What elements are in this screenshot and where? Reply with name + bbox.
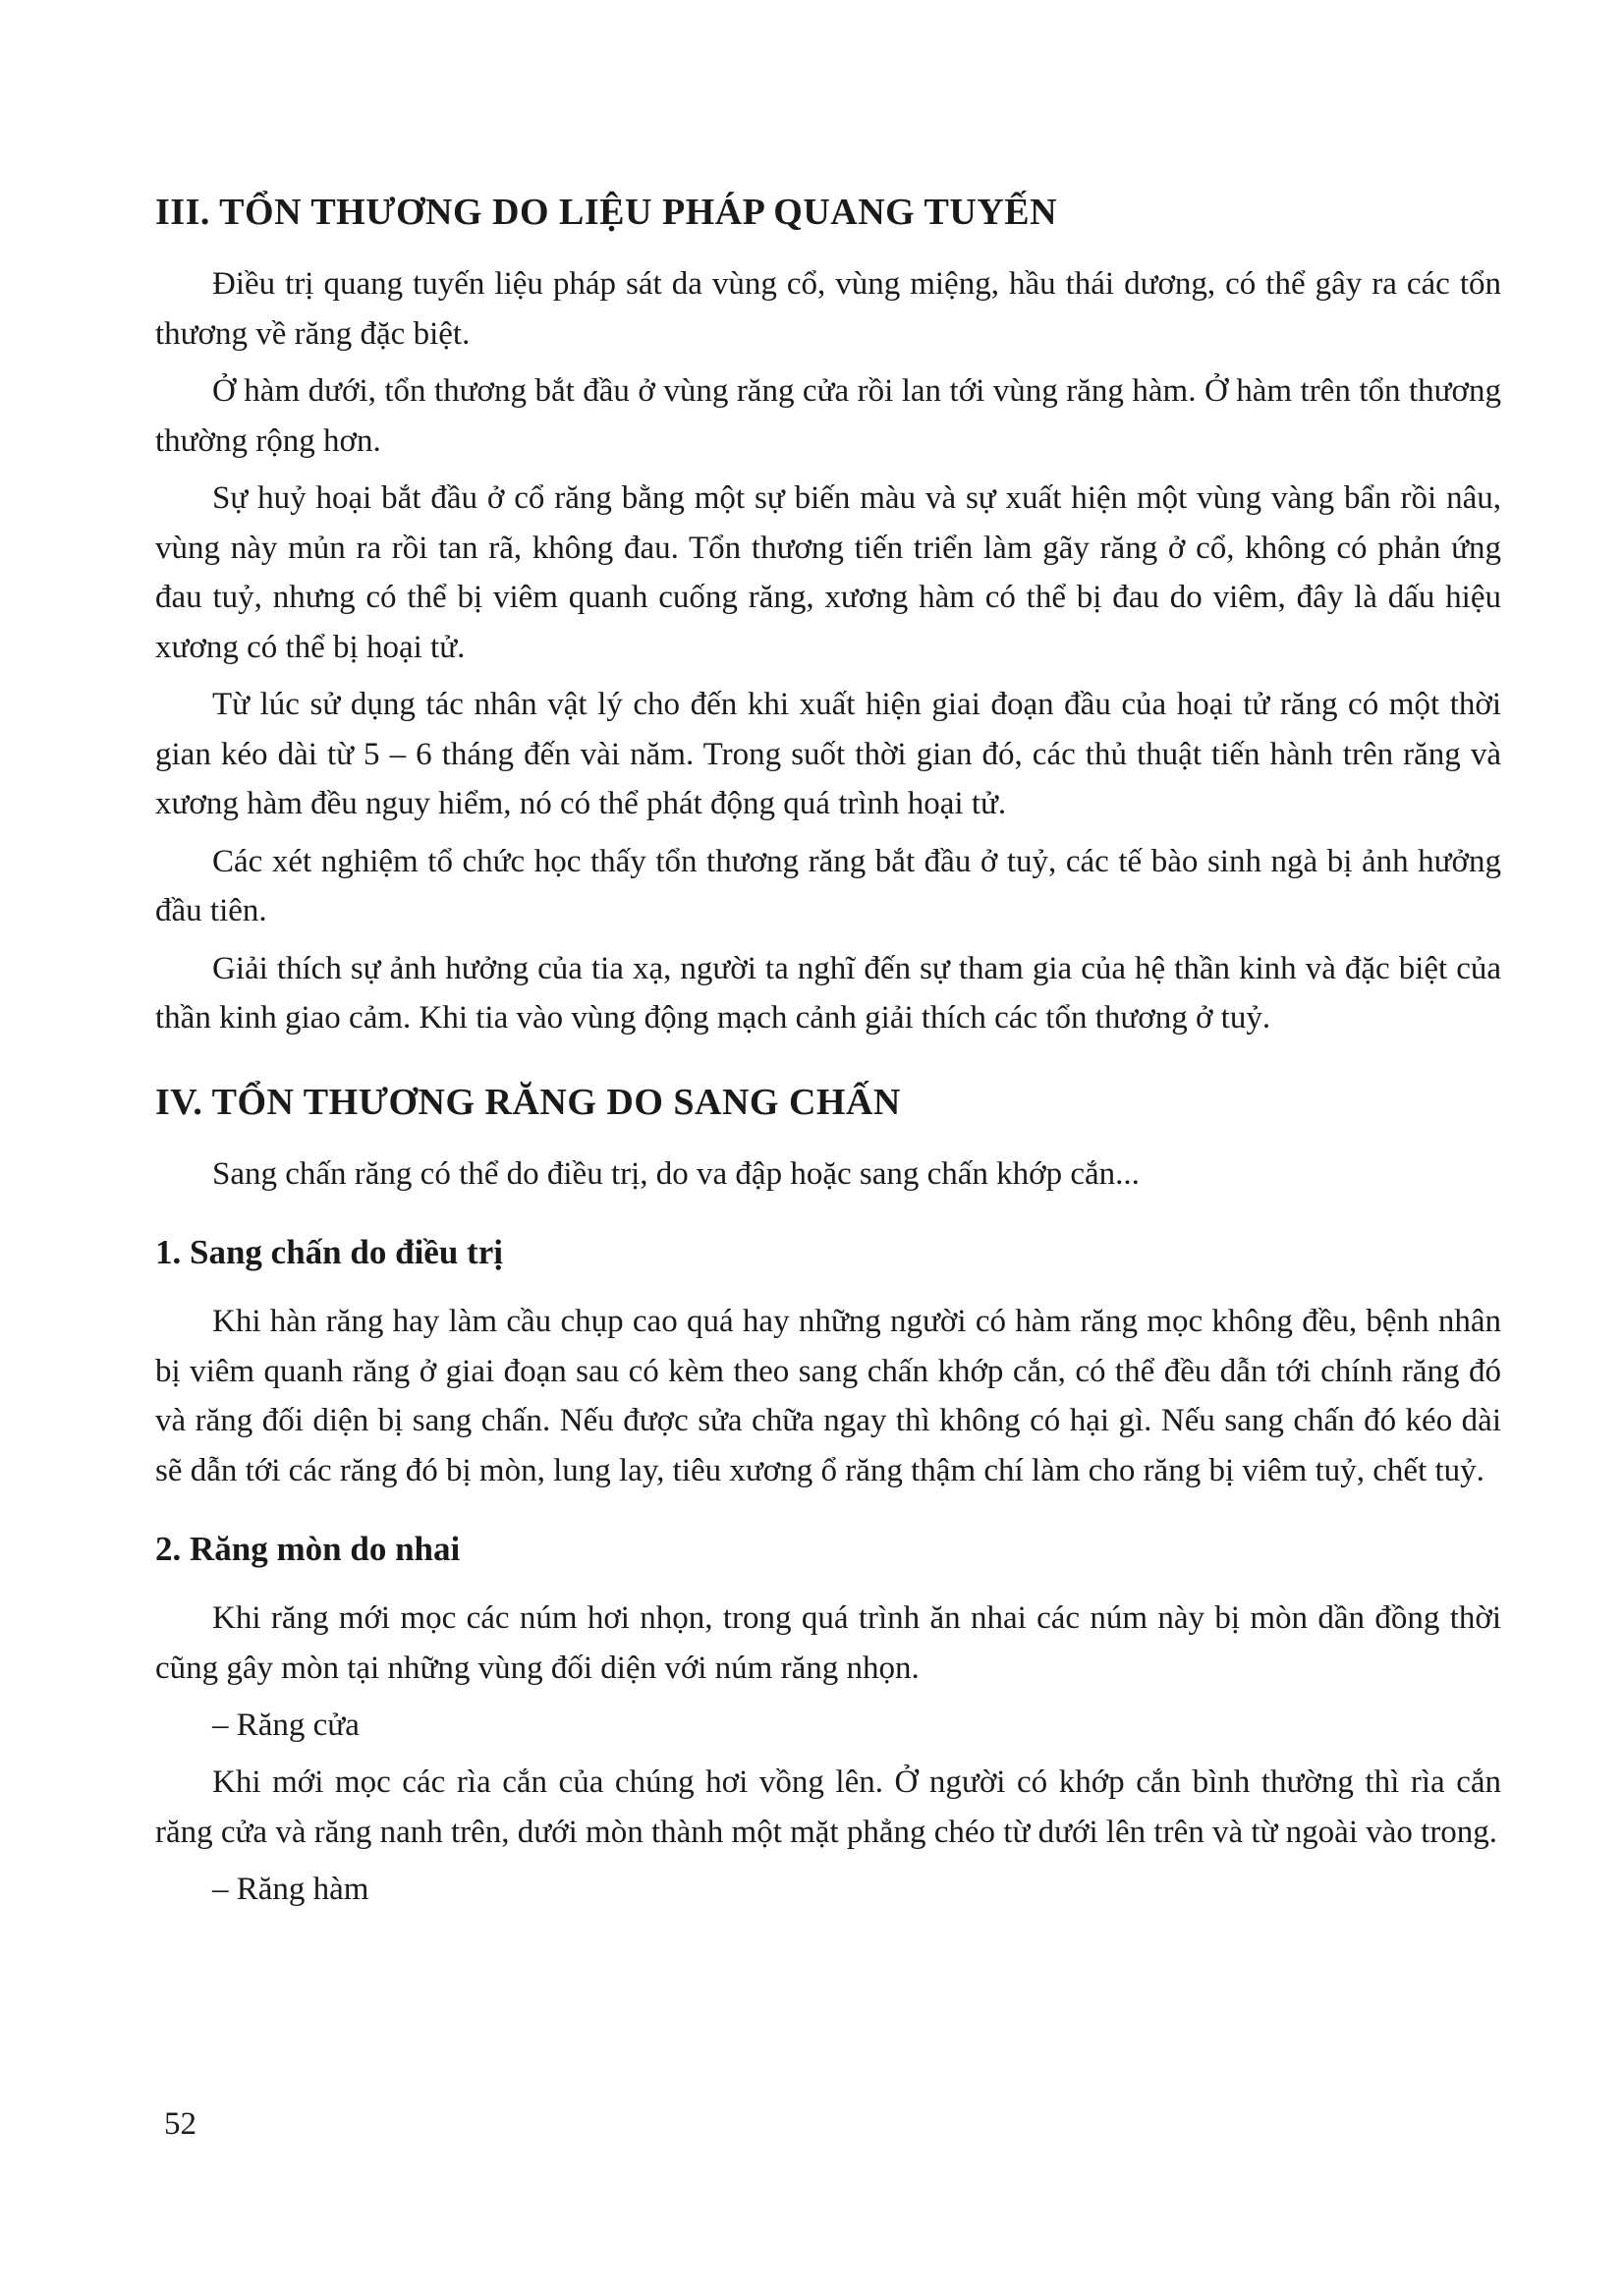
subsection-title-treatment-trauma: 1. Sang chấn do điều trị [155,1233,503,1271]
section-title-radiotherapy: III. TỔN THƯƠNG DO LIỆU PHÁP QUANG TUYẾN [155,192,1058,233]
paragraph: Từ lúc sử dụng tác nhân vật lý cho đến khi xuất hiện giai đoạn đầu của hoại tử răng có một thời gian kéo dài từ 5 – 6 tháng đến vài năm. Trong suốt thời gian đó, các thủ thuật tiến hành trên răng và xương hàm đều nguy hiểm, nó có thể phát động quá trình hoại tử. [155,687,1501,821]
list-item-incisors: – Răng cửa [212,1708,360,1743]
section-intro: Sang chấn răng có thể do điều trị, do va đập hoặc sang chấn khớp cắn... [212,1155,1140,1192]
list-item-molars: – Răng hàm [212,1872,369,1907]
page-content [155,187,1501,1922]
section-title-trauma: IV. TỔN THƯƠNG RĂNG DO SANG CHẤN [155,1081,901,1123]
paragraph: Các xét nghiệm tổ chức học thấy tổn thương răng bắt đầu ở tuỷ, các tế bào sinh ngà bị ảnh hưởng đầu tiên. [155,843,1501,928]
subsection-title-chewing-wear: 2. Răng mòn do nhai [155,1530,461,1568]
paragraph: Khi răng mới mọc các núm hơi nhọn, trong quá trình ăn nhai các núm này bị mòn dần đồng thời cũng gây mòn tại những vùng đối diện với núm răng nhọn. [155,1600,1501,1686]
paragraph: Khi hàn răng hay làm cầu chụp cao quá hay những người có hàm răng mọc không đều, bệnh nhân bị viêm quanh răng ở giai đoạn sau có kèm theo sang chấn khớp cắn, có thể đều dẫn tới chính răng đó và răng đối diện bị sang chấn. Nếu được sửa chữa ngay thì không có hại gì. Nếu sang chấn đó kéo dài sẽ dẫn tới các răng đó bị mòn, lung lay, tiêu xương ổ răng thậm chí làm cho răng bị viêm tuỷ, chết tuỷ. [155,1304,1501,1488]
page-number: 52 [164,2106,196,2142]
paragraph: Sự huỷ hoại bắt đầu ở cổ răng bằng một sự biến màu và sự xuất hiện một vùng vàng bẩn rồi nâu, vùng này mủn ra rồi tan rã, không đau. Tổn thương tiến triển làm gãy răng ở cổ, không có phản ứng đau tuỷ, nhưng có thể bị viêm quanh cuống răng, xương hàm có thể bị đau do viêm, đây là dấu hiệu xương có thể bị hoại tử. [155,480,1501,665]
paragraph: Điều trị quang tuyến liệu pháp sát da vùng cổ, vùng miệng, hầu thái dương, có thể gây ra các tổn thương về răng đặc biệt. [155,266,1501,352]
paragraph: Ở hàm dưới, tổn thương bắt đầu ở vùng răng cửa rồi lan tới vùng răng hàm. Ở hàm trên tổn thương thường rộng hơn. [155,373,1501,459]
paragraph: Giải thích sự ảnh hưởng của tia xạ, người ta nghĩ đến sự tham gia của hệ thần kinh và đặc biệt của thần kinh giao cảm. Khi tia vào vùng động mạch cảnh giải thích các tổn thương ở tuỷ. [155,950,1501,1036]
paragraph: Khi mới mọc các rìa cắn của chúng hơi vồng lên. Ở người có khớp cắn bình thường thì rìa cắn răng cửa và răng nanh trên, dưới mòn thành một mặt phẳng chéo từ dưới lên trên và từ ngoài vào trong. [155,1764,1501,1850]
